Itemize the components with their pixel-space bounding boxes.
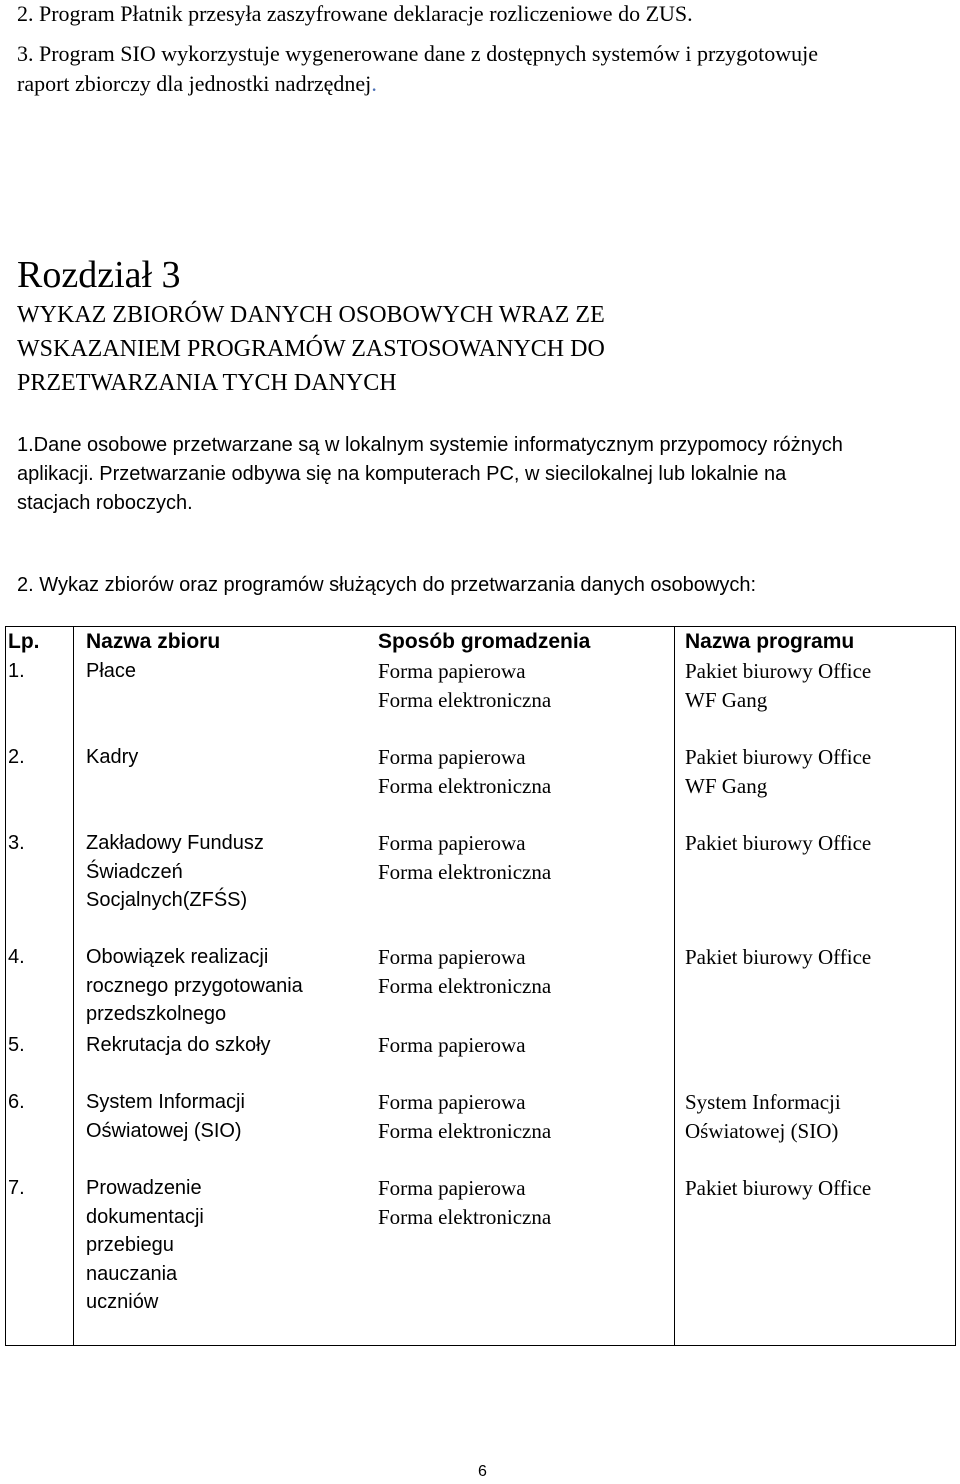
table-cell-lp: 6. bbox=[8, 1091, 25, 1113]
table-cell-name: Świadczeń bbox=[86, 860, 183, 883]
table-cell-method: Forma papierowa bbox=[378, 745, 526, 769]
table-cell-name: Socjalnych(ZFŚS) bbox=[86, 889, 248, 912]
chapter-heading-line-1: WYKAZ ZBIORÓW DANYCH OSOBOWYCH WRAZ ZE bbox=[17, 302, 605, 328]
table-cell-name: Obowiązek realizacji bbox=[86, 946, 269, 968]
table-cell-lp: 5. bbox=[8, 1034, 25, 1056]
intro-line-3 bbox=[17, 70, 377, 98]
chapter-heading-line-2: WSKAZANIEM PROGRAMÓW ZASTOSOWANYCH DO bbox=[17, 336, 605, 362]
paragraph-1-line-3: stacjach roboczych. bbox=[17, 492, 193, 514]
table-cell-program: System Informacji bbox=[685, 1090, 841, 1114]
paragraph-1-line-1: 1.Dane osobowe przetwarzane są w lokalnym systemie informatycznym przypomocy różnych bbox=[17, 434, 843, 456]
table-cell-name: Kadry bbox=[86, 746, 139, 768]
table-cell-method: Forma papierowa bbox=[378, 1090, 526, 1114]
table-cell-name: przedszkolnego bbox=[86, 1003, 227, 1026]
table-cell-name: przebiegu bbox=[86, 1234, 174, 1257]
table-cell-method: Forma papierowa bbox=[378, 1176, 526, 1200]
table-cell-method: Forma elektroniczna bbox=[378, 973, 552, 998]
paragraph-2-line-1: 2. Wykaz zbiorów oraz programów służących do przetwarzania danych osobowych: bbox=[17, 574, 757, 596]
table-header-name: Nazwa zbioru bbox=[86, 630, 221, 653]
table-column-divider-1 bbox=[73, 627, 74, 1345]
table-column-divider-2 bbox=[674, 627, 675, 1345]
data-sets-table bbox=[5, 626, 956, 1346]
table-cell-name: Prowadzenie bbox=[86, 1177, 202, 1199]
intro-line-2: 3. Program SIO wykorzystuje wygenerowane dane z dostępnych systemów i przygotowuje bbox=[17, 41, 818, 66]
table-cell-program: Pakiet biurowy Office bbox=[685, 745, 872, 769]
intro-line-3-text: raport zbiorczy dla jednostki nadrzędnej bbox=[17, 71, 372, 96]
table-cell-lp: 2. bbox=[8, 746, 25, 768]
table-cell-lp: 3. bbox=[8, 832, 25, 854]
table-cell-name: Rekrutacja do szkoły bbox=[86, 1034, 271, 1056]
table-cell-method: Forma papierowa bbox=[378, 659, 526, 683]
chapter-title: Rozdział 3 bbox=[17, 254, 181, 296]
table-cell-name: Płace bbox=[86, 660, 137, 682]
table-cell-program: Pakiet biurowy Office bbox=[685, 945, 872, 969]
table-cell-name: uczniów bbox=[86, 1291, 159, 1314]
table-cell-program: WF Gang bbox=[685, 687, 768, 712]
table-cell-lp: 7. bbox=[8, 1177, 25, 1199]
table-cell-method: Forma elektroniczna bbox=[378, 773, 552, 798]
intro-line-1: 2. Program Płatnik przesyła zaszyfrowane deklaracje rozliczeniowe do ZUS. bbox=[17, 1, 693, 26]
intro-line-3-dot: . bbox=[371, 71, 377, 96]
table-header-lp: Lp. bbox=[8, 630, 40, 653]
table-cell-program: WF Gang bbox=[685, 773, 768, 798]
table-cell-program: Pakiet biurowy Office bbox=[685, 659, 872, 683]
table-cell-method: Forma papierowa bbox=[378, 945, 526, 969]
table-cell-program: Pakiet biurowy Office bbox=[685, 831, 872, 855]
paragraph-1-line-2: aplikacji. Przetwarzanie odbywa się na komputerach PC, w siecilokalnej lub lokalnie na bbox=[17, 463, 787, 485]
table-cell-lp: 1. bbox=[8, 660, 25, 682]
table-cell-program: Pakiet biurowy Office bbox=[685, 1176, 872, 1200]
table-cell-name: nauczania bbox=[86, 1262, 178, 1285]
table-header-program: Nazwa programu bbox=[685, 630, 855, 653]
table-cell-method: Forma elektroniczna bbox=[378, 859, 552, 884]
table-cell-name: rocznego przygotowania bbox=[86, 974, 303, 997]
table-cell-method: Forma papierowa bbox=[378, 1033, 526, 1057]
table-cell-method: Forma papierowa bbox=[378, 831, 526, 855]
table-cell-name: Zakładowy Fundusz bbox=[86, 832, 264, 854]
page-number: 6 bbox=[478, 1463, 487, 1480]
table-cell-method: Forma elektroniczna bbox=[378, 1118, 552, 1143]
table-cell-name: dokumentacji bbox=[86, 1205, 204, 1228]
table-cell-name: System Informacji bbox=[86, 1091, 245, 1113]
table-cell-program: Oświatowej (SIO) bbox=[685, 1118, 839, 1143]
table-header-method: Sposób gromadzenia bbox=[378, 630, 591, 653]
table-cell-lp: 4. bbox=[8, 946, 25, 968]
table-cell-name: Oświatowej (SIO) bbox=[86, 1119, 242, 1142]
table-cell-method: Forma elektroniczna bbox=[378, 687, 552, 712]
table-cell-method: Forma elektroniczna bbox=[378, 1204, 552, 1229]
chapter-heading-line-3: PRZETWARZANIA TYCH DANYCH bbox=[17, 370, 397, 396]
